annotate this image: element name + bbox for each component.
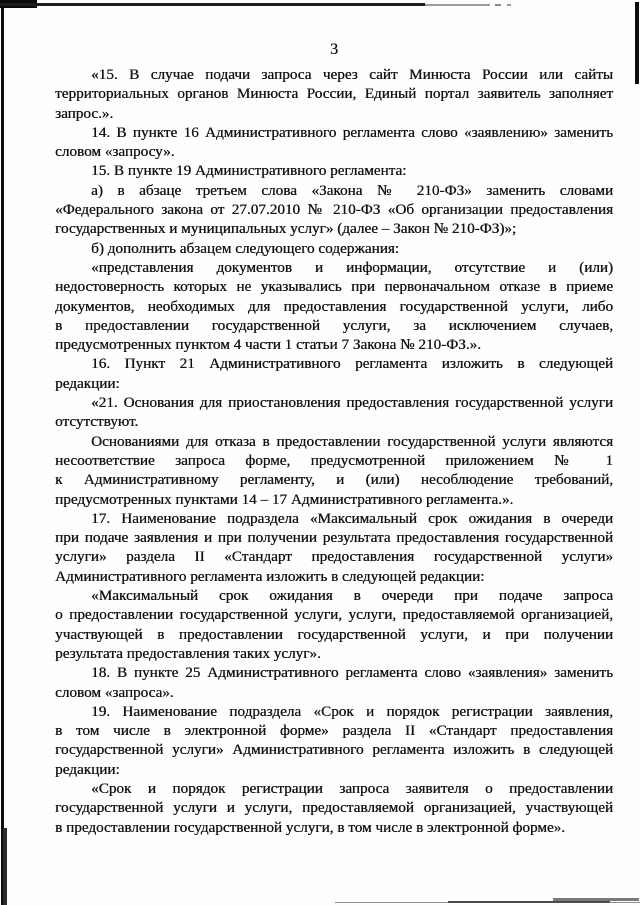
text-line: а) в абзаце третьем слова «Закона № 210-ФЗ» заменить словами bbox=[91, 181, 613, 199]
text-line: в предоставлении государственной услуги, за исключением случаев, bbox=[55, 316, 613, 334]
text-line: при подаче заявления и при получении результата предоставления государственной bbox=[55, 529, 613, 547]
text-line: редакции: bbox=[55, 760, 120, 778]
text-line: несоответствие запроса форме, предусмотренной приложением № 1 bbox=[55, 451, 613, 469]
scan-top-line bbox=[0, 3, 425, 6]
text-line: «15. В случае подачи запроса через сайт Минюста России или сайты bbox=[91, 66, 613, 83]
text-line: «Федерального закона от 27.07.2010 № 210-ФЗ «Об организации предоставления bbox=[55, 201, 613, 219]
text-line: словом «запроса». bbox=[55, 683, 174, 701]
text-line: Основаниями для отказа в предоставлении государственной услуги являются bbox=[91, 432, 613, 450]
scan-bottom-line-dark bbox=[448, 901, 610, 903]
page-number: 3 bbox=[330, 41, 338, 58]
scan-left-border-bottom bbox=[3, 828, 7, 905]
text-line: 15. В пункте 19 Административного регламента: bbox=[91, 162, 407, 180]
text-line: государственной услуги и услуги, предоставляемой организацией, участвующей bbox=[55, 799, 613, 817]
text-line: «представления документов и информации, отсутствие и (или) bbox=[91, 258, 613, 276]
text-line: 18. В пункте 25 Административного регламента слово «заявления» заменить bbox=[91, 664, 613, 682]
text-line: «21. Основания для приостановления предоставления государственной услуги bbox=[91, 394, 613, 412]
scan-left-border bbox=[1, 0, 4, 905]
scan-top-line-fade bbox=[425, 4, 490, 7]
text-line: запрос.». bbox=[55, 104, 114, 122]
text-line: о предоставлении государственной услуги, услуги, предоставляемой организацией, bbox=[55, 606, 613, 624]
text-line: предусмотренных пунктами 14 – 17 Административного регламента.». bbox=[55, 490, 514, 508]
text-line: редакции: bbox=[55, 374, 120, 392]
text-line: 16. Пункт 21 Административного регламента изложить в следующей bbox=[91, 355, 613, 373]
text-line: отсутствуют. bbox=[55, 413, 139, 431]
text-line: предусмотренных пунктом 4 части 1 статьи 7 Закона № 210-ФЗ.». bbox=[55, 336, 481, 354]
text-line: услуги» раздела II «Стандарт предоставления государственной услуги» bbox=[55, 548, 613, 566]
scan-top-dot bbox=[495, 4, 501, 6]
scan-top-dot bbox=[507, 4, 511, 6]
text-line: в предоставлении государственной услуги, в том числе в электронной форме». bbox=[55, 818, 565, 836]
text-line: недостоверность которых не указывались при первоначальном отказе в приеме bbox=[55, 278, 613, 296]
scan-right-edge-bar bbox=[635, 2, 639, 84]
text-line: словом «запросу». bbox=[55, 143, 175, 161]
text-line: Административного регламента изложить в следующей редакции: bbox=[55, 567, 485, 585]
text-line: государственной услуги» Административного регламента изложить в следующей bbox=[55, 741, 613, 759]
text-line: участвующей в предоставлении государственной услуги, и при получении bbox=[55, 625, 613, 643]
text-line: государственных и муниципальных услуг» (далее – Закон № 210-ФЗ)»; bbox=[55, 220, 517, 238]
text-line: документов, необходимых для предоставления государственной услуги, либо bbox=[55, 297, 613, 315]
text-line: в том числе в электронной форме» раздела II «Стандарт предоставления bbox=[55, 722, 613, 740]
text-line: 17. Наименование подраздела «Максимальный срок ожидания в очереди bbox=[91, 509, 613, 527]
text-line: 19. Наименование подраздела «Срок и порядок регистрации заявления, bbox=[91, 702, 613, 720]
text-line: к Административному регламенту, и (или) несоблюдение требований, bbox=[55, 471, 613, 489]
text-line: результата предоставления таких услуг». bbox=[55, 644, 321, 662]
text-line: территориальных органов Минюста России, Единый портал заявитель заполняет bbox=[55, 85, 613, 103]
text-line: 14. В пункте 16 Административного регламента слово «заявлению» заменить bbox=[91, 123, 613, 141]
text-line: б) дополнить абзацем следующего содержания: bbox=[91, 239, 399, 257]
document-body bbox=[55, 65, 613, 837]
text-line: «Максимальный срок ожидания в очереди при подаче запроса bbox=[91, 587, 613, 605]
text-line: «Срок и порядок регистрации запроса заявителя о предоставлении bbox=[91, 779, 613, 797]
scan-bottom-right-mark bbox=[553, 898, 639, 901]
